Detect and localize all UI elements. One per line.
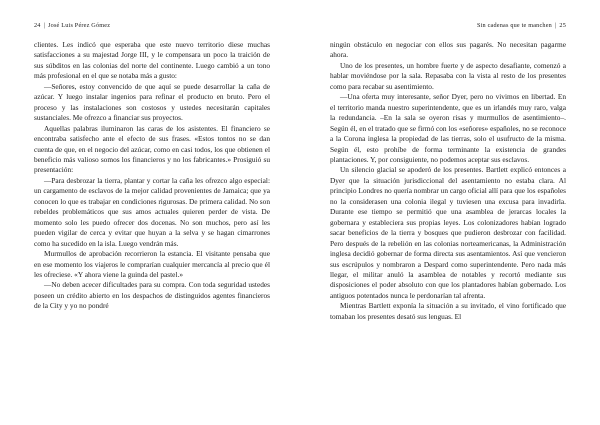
paragraph: clientes. Les indicó que esperaba que este nuevo territorio diese muchas satisfacciones a su majestad Jorge III, y le compensara un poco la traición de sus súbditos en las colonias del norte del continente. Luego cambió a un tono más profesional en el que se notaba más a gusto: [34,40,270,81]
paragraph: Murmullos de aprobación recorrieron la estancia. El visitante pensaba que en ese momento los viajeros le comprarían cualquier mercancía al precio que él les ofreciese. «Y ahora viene la guinda del pastel.» [34,249,270,279]
left-header-separator: | [43,22,46,29]
paragraph: —Para desbrozar la tierra, plantar y cortar la caña les ofrezco algo especial: un cargamento de esclavos de la mejor calidad provenientes de Jamaica; que ya conocen lo que es trabajar en condiciones rigurosas. De primera calidad. No son rebeldes problemáticos que sus amos actuales quieren perder de vista. De momento solo les puedo ofrecer dos docenas. No son muchos, pero así les pueden vigilar de cerca y evitar que huyan a la selva y se hagan cimarrones como ha sucedido en la isla. Luego vendrán más. [34,175,270,248]
paragraph: Uno de los presentes, un hombre fuerte y de aspecto desafiante, comenzó a hablar moviéndose por la sala. Repasaba con la vista al resto de los presentes como para recabar su asentimiento. [330,60,566,91]
book-title: Sin cadenas que te manchen [476,22,552,29]
left-running-header [34,22,110,29]
paragraph: —Una oferta muy interesante, señor Dyer, pero no vivimos en libertad. En el territorio manda nuestro superintendente, que es un irlandés muy raro, valga la redundancia. –En la sala se oyeron risas y murmullos de asentimiento–. Según él, en el tratado que se firmó con los «señores» españoles, no se reconoce a la Corona inglesa la propiedad de las tierras, solo el usufructo de la misma. Según él, esto prohíbe de forma terminante la existencia de grandes plantaciones. Y, por consiguiente, no podemos aceptar sus esclavos. [330,92,566,164]
right-running-header [477,22,566,29]
paragraph: Mientras Bartlett exponía la situación a su invitado, el vino fortificado que tomaban los presentes desató sus lenguas. El [330,301,566,321]
right-page [300,0,600,425]
paragraph: Un silencio glacial se apoderó de los presentes. Bartlett explicó entonces a Dyer que la situación jurisdiccional del asentamiento no estaba clara. Al principio Londres no quería nombrar un cargo oficial allí para que los españoles no la considerasen una colonia ilegal y tuviesen una excusa para invadirla. Durante ese tiempo se permitió que una asamblea de jerarcas locales la gobernara y estableciera sus propias leyes. Los colonizadores habían logrado sacar beneficios de la tierra y bosques que pudieron desbrozar con facilidad. Pero después de la rebelión en las colonias norteamericanas, la Administración inglesa decidió gobernar de forma directa sus asentamientos. Así que vencieron sus escrúpulos y nombraron a Despard como superintendente. Pero nada más llegar, el militar anuló la asamblea de notables y recortó mediante sus disposiciones el poder absoluto con que los plantadores habían gobernado. Los antiguos potentados nunca le perdonarían tal afrenta. [330,165,566,300]
right-page-number: 25 [559,22,566,29]
left-body-text [34,40,270,312]
paragraph: Aquellas palabras iluminaron las caras de los asistentes. El financiero se encontraba satisfecho ante el efecto de sus frases. «Estos tontos no se dan cuenta de que, en el negocio del azúcar, como en casi todos, los que obtienen el beneficio más valioso somos los financieros y no los fabricantes.» Prosiguió su presentación: [34,123,270,175]
author-name: José Luis Pérez Gómez [48,22,111,29]
paragraph: ningún obstáculo en negociar con ellos sus pagarés. No necesitan pagarme ahora. [330,40,566,60]
right-header-separator: | [554,22,557,29]
right-body-text [330,40,566,322]
left-page-number: 24 [34,22,41,29]
paragraph: —Señores, estoy convencido de que aquí se puede desarrollar la caña de azúcar. Y luego instalar ingenios para refinar el producto en bruto. Pero el proceso y las instalaciones son costosos y ustedes necesitarán capitales sustanciales. Me ofrezco a financiar sus proyectos. [34,81,270,123]
paragraph: —No deben acecer dificultades para su compra. Con toda seguridad ustedes poseen un crédito abierto en los despachos de distinguidos agentes financieros de la City y yo no pondré [34,280,270,311]
